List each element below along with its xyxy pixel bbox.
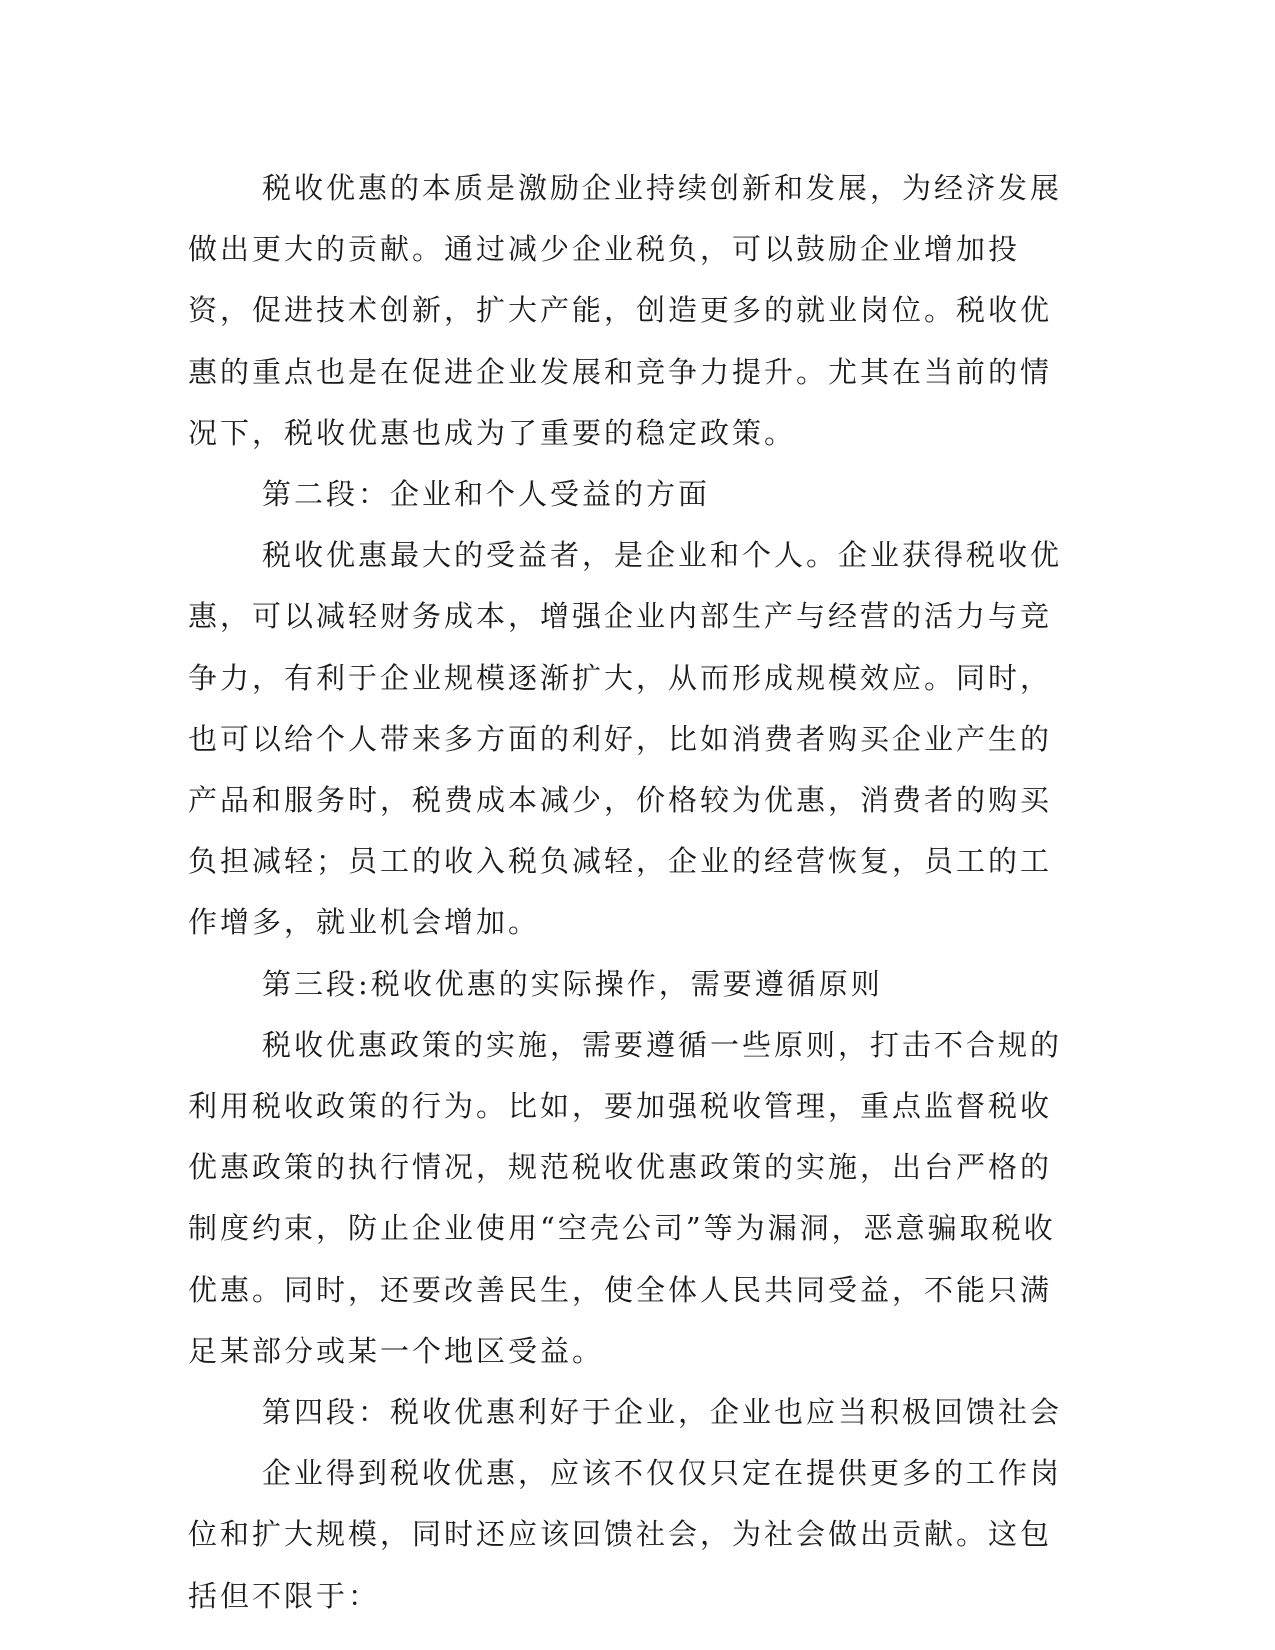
paragraph-section-4: 企业得到税收优惠，应该不仅仅只定在提供更多的工作岗位和扩大规模，同时还应该回馈社会，为社会做出贡献。这包括但不限于： xyxy=(188,1456,1063,1613)
section-heading-3: 第三段:税收优惠的实际操作，需要遵循原则 xyxy=(262,966,883,1001)
section-heading-2: 第二段：企业和个人受益的方面 xyxy=(262,477,711,512)
document-body xyxy=(188,158,1068,1627)
paragraph-intro: 税收优惠的本质是激励企业持续创新和发展，为经济发展做出更大的贡献。通过减少企业税负，可以鼓励企业增加投资，促进技术创新，扩大产能，创造更多的就业岗位。税收优惠的重点也是在促进企业发展和竞争力提升。尤其在当前的情况下，税收优惠也成为了重要的稳定政策。 xyxy=(188,171,1063,450)
paragraph-section-2: 税收优惠最大的受益者，是企业和个人。企业获得税收优惠，可以减轻财务成本，增强企业内部生产与经营的活力与竞争力，有利于企业规模逐渐扩大，从而形成规模效应。同时，也可以给个人带来多方面的利好，比如消费者购买企业产生的产品和服务时，税费成本减少，价格较为优惠，消费者的购买负担减轻；员工的收入税负减轻，企业的经营恢复，员工的工作增多，就业机会增加。 xyxy=(188,538,1063,940)
paragraph-section-3: 税收优惠政策的实施，需要遵循一些原则，打击不合规的利用税收政策的行为。比如，要加强税收管理，重点监督税收优惠政策的执行情况，规范税收优惠政策的实施，出台严格的制度约束，防止企业使用“空壳公司”等为漏洞，恶意骗取税收优惠。同时，还要改善民生，使全体人民共同受益，不能只满足某部分或某一个地区受益。 xyxy=(188,1027,1063,1368)
section-heading-4: 第四段：税收优惠利好于企业，企业也应当积极回馈社会 xyxy=(262,1395,1063,1430)
